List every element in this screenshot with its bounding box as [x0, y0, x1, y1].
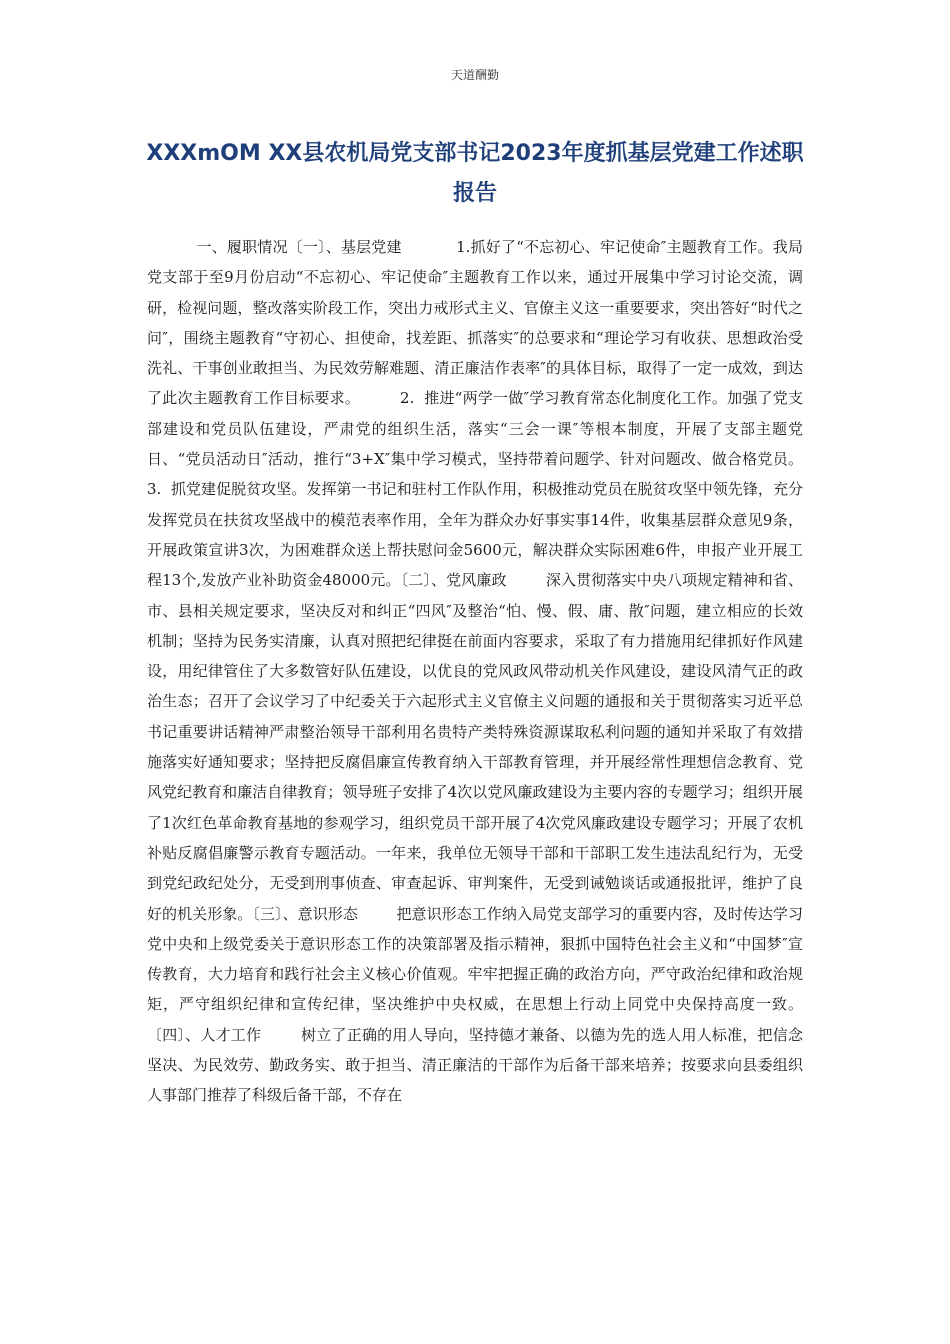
page-header: 天道酬勤 — [450, 68, 499, 82]
document-title: XXXmOM XX县农机局党支部书记2023年度抓基层党建工作述职报告 — [146, 141, 804, 206]
document-body: 一、履职情况〔一〕、基层党建 1.抓好了“不忘初心、牢记使命″主题教育工作。我局党支部于至9月份启动“不忘初心、牢记使命″主题教育工作以来，通过开展集中学习讨论交流，调研，检视问题，整改落实阶段工作，突出力戒形式主义、官僚主义这一重要要求，突出答好“时代之问″，围绕主题教育“守初心、担使命，找差距、抓落实″的总要求和“理论学习有收获、思想政治受洗礼、干事创业敢担当、为民效劳解难题、清正廉洁作表率″的具体目标，取得了一定一成效，到达了此次主题教育工作目标要求。 2. 推进“两学一做″学习教育常态化制度化工作。加强了党支部建设和党员队伍建设，严肃党的组织生活，落实“三会一课″等根本制度，开展了支部主题党日、“党员活动日″活动，推行“3+X″集中学习模式，坚持带着问题学、针对问题改、做合格党员。 3. 抓党建促脱贫攻坚。发挥第一书记和驻村工作队作用，积极推动党员在脱贫攻坚中领先锋，充分发挥党员在扶贫攻坚战中的模范表率作用，全年为群众办好事实事14件，收集基层群众意见9条，开展政策宣讲3次，为困难群众送上帮扶慰问金5600元，解决群众实际困难6件，申报产业开展工程13个,发放产业补助资金48000元。〔二〕、党风廉政 深入贯彻落实中央八项规定精神和省、市、县相关规定要求，坚决反对和纠正“四风″及整治“怕、慢、假、庸、散″问题，建立相应的长效机制；坚持为民务实清廉，认真对照把纪律挺在前面内容要求，采取了有力措施用纪律抓好作风建设，用纪律管住了大多数管好队伍建设，以优良的党风政风带动机关作风建设，建设风清气正的政治生态；召开了会议学习了中纪委关于六起形式主义官僚主义问题的通报和关于贯彻落实习近平总书记重要讲话精神严肃整治领导干部利用名贵特产类特殊资源谋取私利问题的通知并采取了有效措施落实好通知要求；坚持把反腐倡廉宣传教育纳入干部教育管理，并开展经常性理想信念教育、党风党纪教育和廉洁自律教育；领导班子安排了4次以党风廉政建设为主要内容的专题学习；组织开展了1次红色革命教育基地的参观学习，组织党员干部开展了4次党风廉政建设专题学习；开展了农机补贴反腐倡廉警示教育专题活动。一年来，我单位无领导干部和干部职工发生违法乱纪行为，无受到党纪政纪处分，无受到刑事侦查、审查起诉、审判案件，无受到诫勉谈话或通报批评，维护了良好的机关形象。〔三〕、意识形态 把意识形态工作纳入局党支部学习的重要内容，及时传达学习党中央和上级党委关于意识形态工作的决策部署及指示精神，狠抓中国特色社会主义和“中国梦″宣传教育，大力培育和践行社会主义核心价值观。牢牢把握正确的政治方向，严守政治纪律和政治规矩，严守组织纪律和宣传纪律，坚决维护中央权威，在思想上行动上同党中央保持高度一致。〔四〕、人才工作 树立了正确的用人导向，坚持德才兼备、以德为先的选人用人标准，把信念坚决、为民效劳、勤政务实、敢于担当、清正廉洁的干部作为后备干部来培养；按要求向县委组织人事部门推荐了科级后备干部，不存在 — [147, 238, 842, 1105]
